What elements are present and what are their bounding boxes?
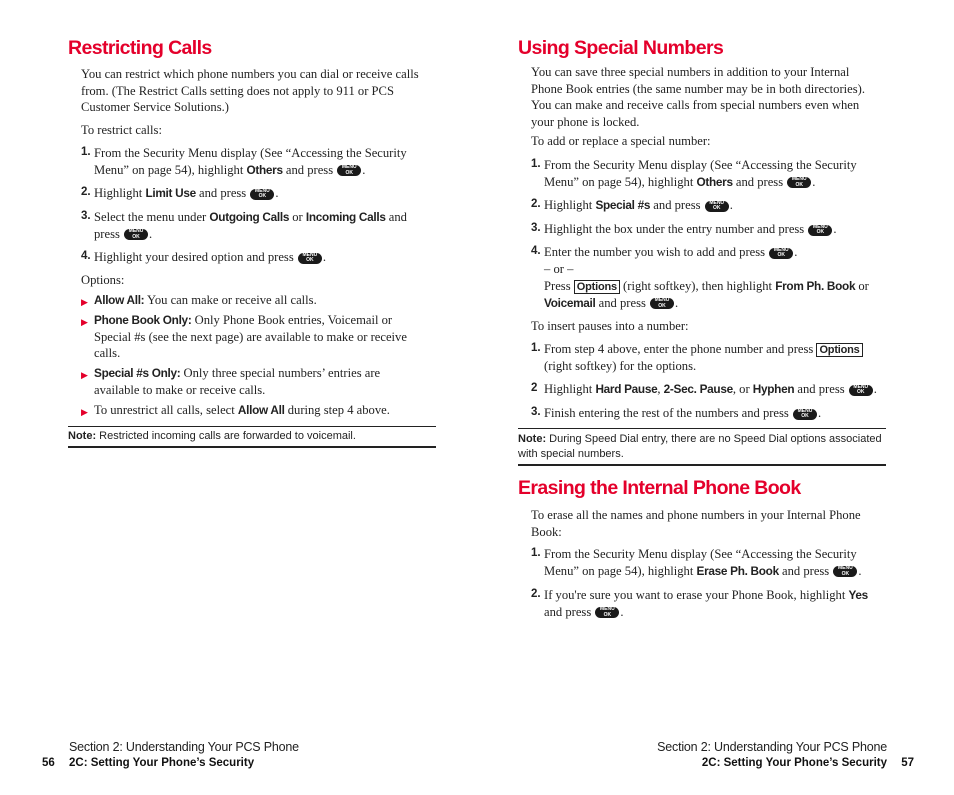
step-bold: Yes xyxy=(848,588,868,602)
footer-section-left: Section 2: Understanding Your PCS Phone xyxy=(69,740,299,754)
step-bold: Incoming Calls xyxy=(305,210,386,224)
to-add-label: To add or replace a special number: xyxy=(531,134,711,148)
step-number: 2. xyxy=(531,198,541,210)
step-text: From the Security Menu display (See “Accessing the Security Menu” on page 54), highlight xyxy=(544,158,857,189)
menu-ok-key-icon: MENU OK xyxy=(833,566,857,577)
step-number: 4. xyxy=(81,250,91,262)
option-unrestrict xyxy=(94,402,434,419)
step-text: Select the menu under xyxy=(94,210,210,224)
step-number: 1. xyxy=(531,547,541,559)
note-text: During Speed Dial entry, there are no Speed Dial options associated with special numbers. xyxy=(518,433,882,460)
step-bold: Limit Use xyxy=(145,186,196,200)
note-bottom-rule xyxy=(68,446,436,448)
step-number: 1. xyxy=(531,158,541,170)
step-4: Enter the number you wish to add and press MENU OK . xyxy=(544,245,798,259)
step-4: Highlight your desired option and press MENU OK . xyxy=(94,250,327,264)
to-restrict-label: To restrict calls: xyxy=(81,123,162,137)
menu-ok-key-icon: MENU OK xyxy=(793,409,817,420)
to-insert-label: To insert pauses into a number: xyxy=(531,319,689,333)
step-1: From the Security Menu display (See “Accessing the Security Menu” on page 54), highlight Others and press MENU OK . xyxy=(94,146,407,177)
erase-step-1: From the Security Menu display (See “Accessing the Security Menu” on page 54), highlight Erase Ph. Book and press MENU OK . xyxy=(544,547,862,578)
option-text: Only three special numbers’ entries are available to make or receive calls. xyxy=(94,366,381,397)
option-phone-book-only xyxy=(94,312,409,362)
step-text: and press xyxy=(544,604,592,619)
step-text: and press xyxy=(282,162,334,177)
or-separator: – or – xyxy=(544,262,574,276)
erase-step-2: If you're sure you want to erase your Phone Book, highlight Yes and press MENU OK . xyxy=(544,588,868,619)
step-text: and press xyxy=(732,174,784,189)
footer-section-right: Section 2: Understanding Your PCS Phone xyxy=(657,740,887,754)
step-text: and press xyxy=(195,186,247,200)
note-box xyxy=(518,432,886,461)
menu-ok-key-icon: MENU OK xyxy=(808,225,832,236)
pause-step-1 xyxy=(544,341,889,374)
step-bold: Special #s xyxy=(595,198,651,212)
step-text: (right softkey) for the options. xyxy=(544,358,697,373)
step-2: Highlight Special #s and press MENU OK . xyxy=(544,198,733,212)
step-text: and press xyxy=(778,563,830,578)
step-bold: Hard Pause xyxy=(595,382,658,396)
step-3: Select the menu under Outgoing Calls or Incoming Calls and press MENU OK . xyxy=(94,210,407,241)
menu-ok-key-icon: MENU OK xyxy=(705,201,729,212)
note-text: Restricted incoming calls are forwarded to voicemail. xyxy=(96,430,356,442)
menu-ok-key-icon: MENU OK xyxy=(595,607,619,618)
step-text: Highlight xyxy=(544,382,596,396)
step-text: and press xyxy=(595,295,646,310)
option-allow-all xyxy=(94,292,434,309)
step-text: , xyxy=(657,382,664,396)
step-number: 3. xyxy=(81,210,91,222)
option-bold: Phone Book Only: xyxy=(94,313,192,327)
step-text: Highlight xyxy=(544,198,596,212)
step-bold: 2-Sec. Pause xyxy=(663,382,733,396)
option-text: To unrestrict all calls, select xyxy=(94,403,238,417)
bullet-arrow-icon: ▶ xyxy=(81,297,88,307)
step-text: Highlight xyxy=(94,186,146,200)
note-bottom-rule xyxy=(518,464,886,466)
note-box xyxy=(68,429,436,444)
option-bold: Special #s Only: xyxy=(94,366,181,380)
options-softkey-label: Options xyxy=(816,343,862,357)
step-number: 1. xyxy=(531,342,541,354)
page-number-left: 56 xyxy=(42,757,55,769)
step-2: Highlight Limit Use and press MENU OK . xyxy=(94,186,279,200)
step-3: Highlight the box under the entry number and press MENU OK . xyxy=(544,222,837,236)
bullet-arrow-icon: ▶ xyxy=(81,370,88,380)
step-bold: Voicemail xyxy=(544,295,596,310)
footer-chapter-left: 2C: Setting Your Phone’s Security xyxy=(69,757,255,769)
note-label: Note: xyxy=(518,433,547,445)
step-text: If you're sure you want to erase your Phone Book, highlight xyxy=(544,588,849,602)
step-text: From the Security Menu display (See “Accessing the Security Menu” on page 54), highlight xyxy=(94,146,407,177)
step-number: 3. xyxy=(531,222,541,234)
note-top-rule xyxy=(68,426,436,427)
bullet-arrow-icon: ▶ xyxy=(81,407,88,417)
footer-chapter-right: 2C: Setting Your Phone’s Security xyxy=(701,757,887,769)
step-text: From the Security Menu display (See “Accessing the Security Menu” on page 54), highlight xyxy=(544,547,857,578)
step-text: From step 4 above, enter the phone number and press xyxy=(544,342,814,356)
step-bold: Outgoing Calls xyxy=(209,210,290,224)
step-text: and press xyxy=(650,198,701,212)
option-text: You can make or receive all calls. xyxy=(144,293,317,307)
note-label: Note: xyxy=(68,430,97,442)
pause-step-2: Highlight Hard Pause, 2-Sec. Pause, or Hyphen and press MENU OK . xyxy=(544,382,877,396)
note-top-rule xyxy=(518,428,886,429)
pause-step-3: Finish entering the rest of the numbers and press MENU OK . xyxy=(544,406,822,420)
intro-paragraph: You can restrict which phone numbers you can dial or receive calls from. (The Restrict Calls setting does not apply to 911 or PCS Customer Service Solutions.) xyxy=(81,67,419,115)
options-softkey-label: Options xyxy=(574,280,620,294)
option-text: Only Phone Book entries, Voicemail or Special #s (see the next page) are available to make or receive calls. xyxy=(94,313,407,361)
menu-ok-key-icon: MENU OK xyxy=(769,248,793,259)
menu-ok-key-icon: MENU OK xyxy=(337,165,361,176)
step-text: Press xyxy=(544,279,574,293)
step-text: Highlight your desired option and press xyxy=(94,250,294,264)
section-title-special-numbers: Using Special Numbers xyxy=(518,37,724,59)
step-text: Enter the number you wish to add and press xyxy=(544,245,766,259)
menu-ok-key-icon: MENU OK xyxy=(298,253,322,264)
step-number: 2. xyxy=(531,588,541,600)
step-number: 2. xyxy=(81,186,91,198)
menu-ok-key-icon: MENU OK xyxy=(250,189,274,200)
bullet-arrow-icon: ▶ xyxy=(81,317,88,327)
step-bold: Erase Ph. Book xyxy=(696,563,779,578)
step-text: Highlight the box under the entry number and press xyxy=(544,222,805,236)
step-text: , or xyxy=(732,382,753,396)
step-number: 4. xyxy=(531,245,541,257)
step-1: From the Security Menu display (See “Accessing the Security Menu” on page 54), highlight Others and press MENU OK . xyxy=(544,158,857,189)
section-title-erasing-phone-book: Erasing the Internal Phone Book xyxy=(518,477,801,499)
intro-paragraph: You can save three special numbers in addition to your Internal Phone Book entries (the same number may be in both directories). You can make and receive calls from special numbers even when your phone is locked. xyxy=(531,65,865,129)
step-number: 3. xyxy=(531,406,541,418)
section-title-restricting-calls: Restricting Calls xyxy=(68,37,212,59)
step-text: (right softkey), then highlight xyxy=(619,279,776,293)
option-special-only xyxy=(94,365,409,398)
step-text: or xyxy=(855,279,869,293)
step-bold: Others xyxy=(696,174,733,189)
step-bold: From Ph. Book xyxy=(775,279,856,293)
menu-ok-key-icon: MENU OK xyxy=(787,177,811,188)
menu-ok-key-icon: MENU OK xyxy=(849,385,873,396)
erase-intro: To erase all the names and phone numbers in your Internal Phone Book: xyxy=(531,508,861,539)
step-text: and press xyxy=(94,210,407,241)
step-number: 2 xyxy=(531,382,538,394)
step-4-alt: Press Options (right softkey), then highlight From Ph. Book or Voicemail and press MENU OK . xyxy=(544,279,869,310)
menu-ok-key-icon: MENU OK xyxy=(650,298,674,309)
step-text: Finish entering the rest of the numbers and press xyxy=(544,406,789,420)
step-number: 1. xyxy=(81,146,91,158)
option-text: during step 4 above. xyxy=(284,403,390,417)
page-number-right: 57 xyxy=(901,757,914,769)
menu-ok-key-icon: MENU OK xyxy=(124,229,148,240)
step-text: and press xyxy=(794,382,845,396)
options-label: Options: xyxy=(81,273,125,287)
option-bold: Allow All xyxy=(237,403,285,417)
step-bold: Others xyxy=(246,162,283,177)
step-bold: Hyphen xyxy=(752,382,795,396)
step-text: or xyxy=(289,210,306,224)
option-bold: Allow All: xyxy=(94,293,145,307)
